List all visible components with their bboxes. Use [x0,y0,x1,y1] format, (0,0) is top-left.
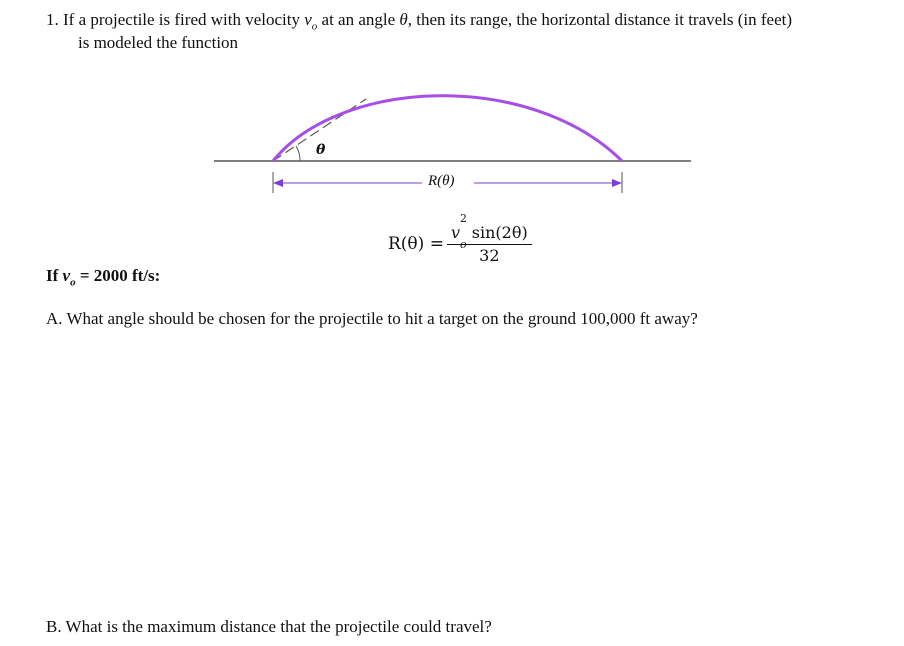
formula-sin-term: sin(2θ) [466,223,528,242]
formula-lhs-text: R(θ) = [388,234,444,254]
problem-number: 1. [46,10,59,29]
velocity-subscript: o [311,20,318,33]
problem-line-2: is modeled the function [78,33,239,52]
given-suffix: = 2000 ft/s: [75,266,161,285]
problem-text-part1: If a projectile is fired with velocity [63,10,305,29]
given-velocity-subscript: o [70,276,76,289]
formula-velocity-subscript: o [460,238,467,252]
trajectory-curve [273,96,622,161]
theta-symbol: θ [399,10,408,29]
question-b: B. What is the maximum distance that the projectile could travel? [46,617,492,636]
angle-arc [296,146,300,161]
formula-lhs [388,234,444,254]
formula-fraction [447,212,532,267]
given-velocity: v [62,266,71,285]
range-label: R(θ) [428,173,455,189]
given-prefix: If [46,266,63,285]
formula-velocity: v [451,223,461,242]
angle-label: θ [316,142,326,158]
velocity-symbol: v [304,10,312,29]
formula-numerator: v 2 $_o$ sin(2θ) [447,222,532,245]
formula-denominator: 32 [479,246,500,265]
problem-text-part2: at an angle [317,10,400,29]
question-a: A. What angle should be chosen for the projectile to hit a target on the ground 100,000 ft away? [46,309,698,328]
problem-text-part3: , then its range, the horizontal distance it travels (in feet) [407,10,793,29]
given-condition [46,265,161,289]
